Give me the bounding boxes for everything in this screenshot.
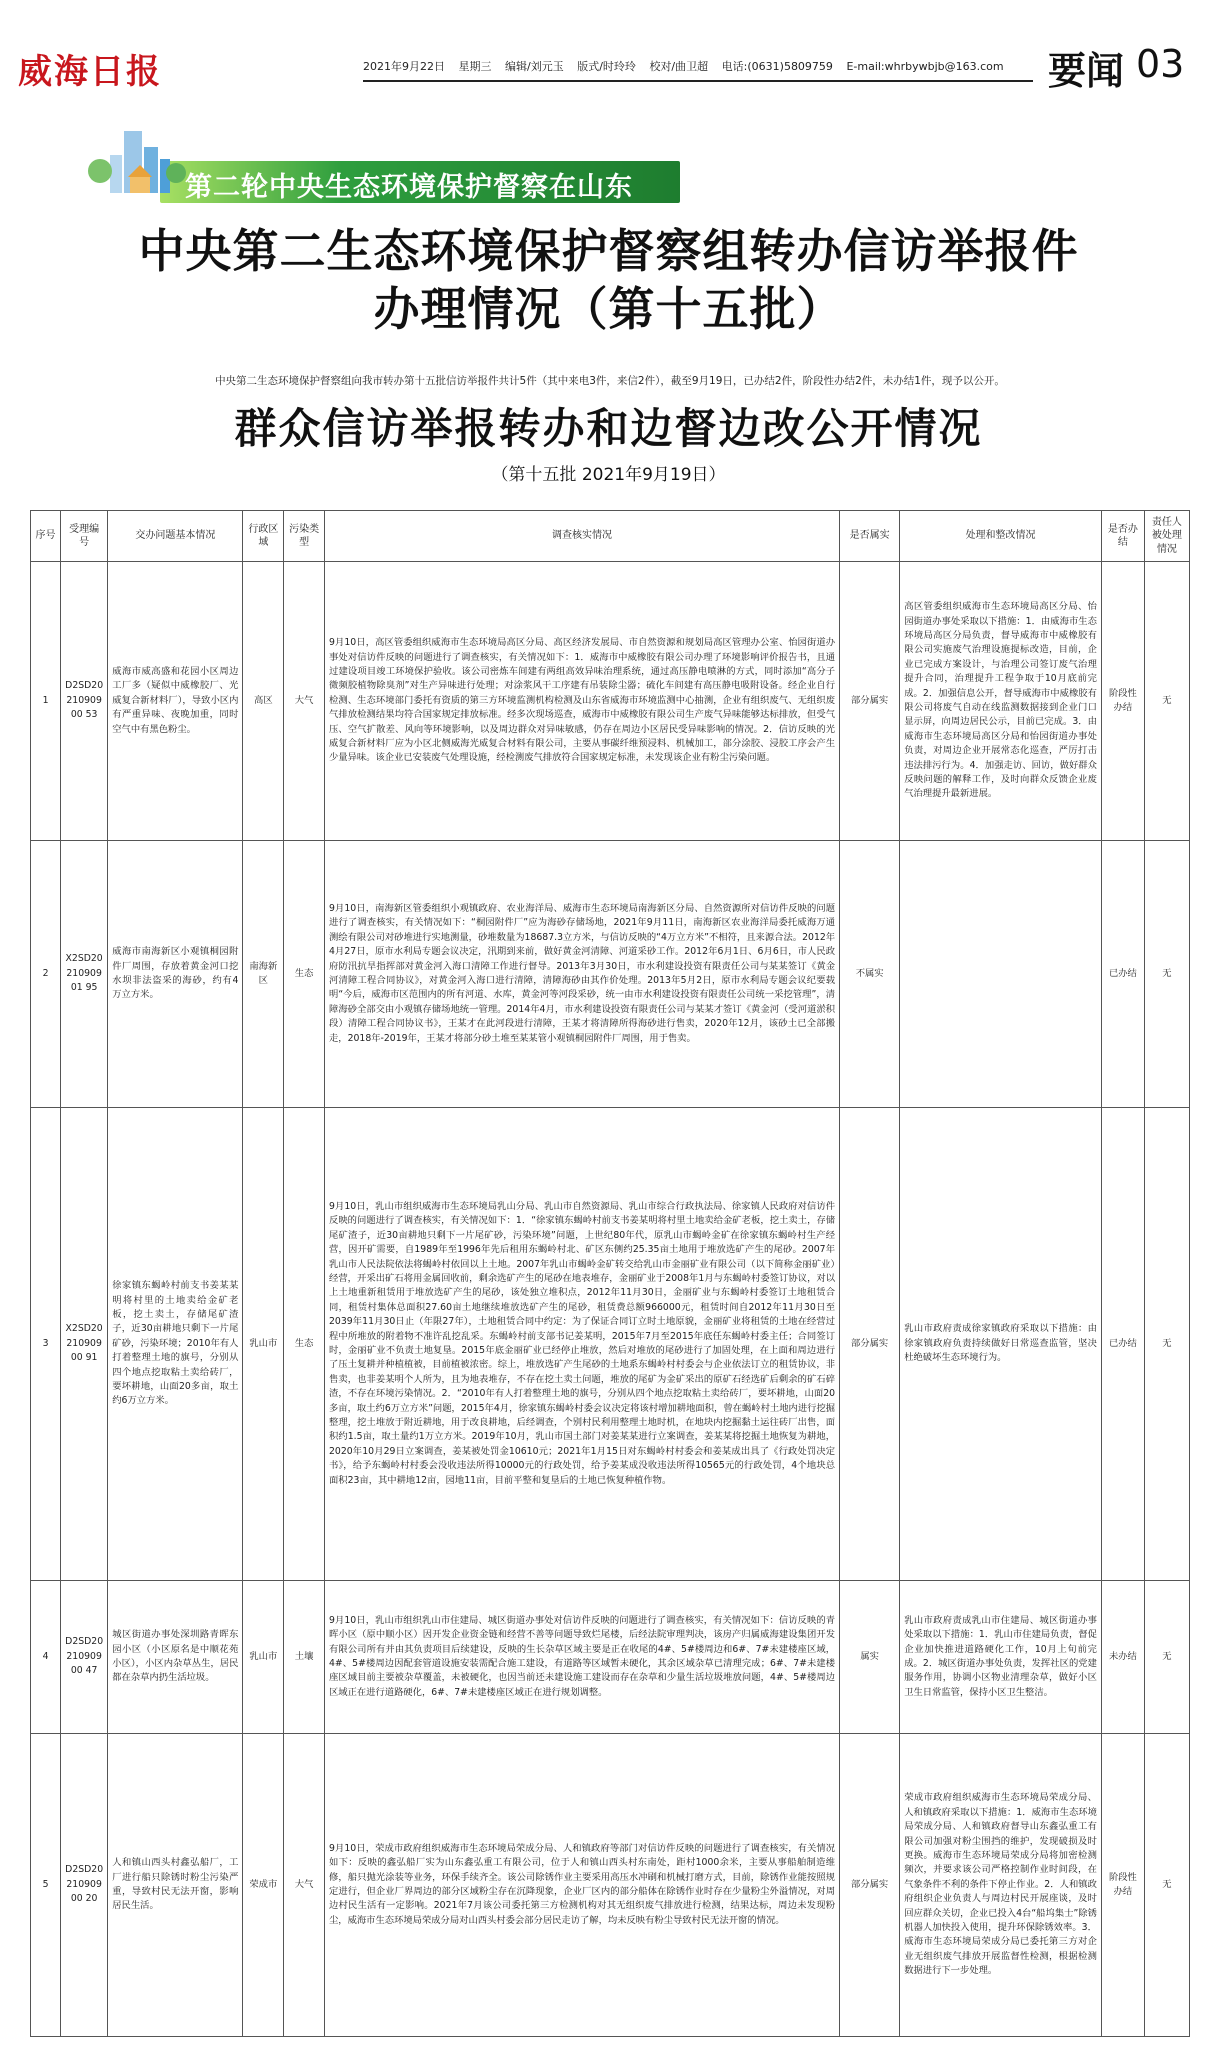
row-verified: 属实 bbox=[840, 1581, 900, 1734]
row-code: D2SD2021090900 53 bbox=[61, 562, 108, 841]
row-accountability: 无 bbox=[1144, 562, 1189, 841]
row-closed: 未办结 bbox=[1101, 1581, 1144, 1734]
row-region: 南海新区 bbox=[243, 841, 284, 1108]
row-closed: 已办结 bbox=[1101, 1108, 1144, 1581]
row-pollution: 大气 bbox=[284, 562, 325, 841]
row-handling: 乳山市政府责成乳山市住建局、城区街道办事处采取以下措施：1．乳山市住建局负责，督促企业加快推进道路硬化工作，10月上旬前完成。2．城区街道办事处负责，发挥社区的党建服务作用，协调小区物业清理杂草，做好小区卫生日常监管，保持小区卫生整洁。 bbox=[900, 1581, 1102, 1734]
table-row bbox=[31, 1581, 1190, 1734]
row-accountability: 无 bbox=[1144, 1734, 1189, 2037]
table-row bbox=[31, 841, 1190, 1108]
row-verified: 部分属实 bbox=[840, 1108, 900, 1581]
main-headline bbox=[0, 222, 1217, 338]
issue-date: 2021年9月22日 bbox=[363, 60, 445, 73]
row-accountability: 无 bbox=[1144, 841, 1189, 1108]
header-verified: 是否属实 bbox=[840, 511, 900, 562]
row-handling: 荣成市政府组织威海市生态环境局荣成分局、人和镇政府采取以下措施：1．威海市生态环境局荣成分局、人和镇政府督导山东鑫弘重工有限公司加强对粉尘围挡的维护，发现破损及时更换。威海市生态环境局荣成分局将加密检测频次，并要求该公司严格控制作业时间段，在气象条件不利的条件下停止作业。2．人和镇政府组织企业负责人与周边村民开展座谈，及时回应群众关切，企业已投入4台“船坞集士”除锈机器人加快投入使用，提升环保除锈效率。3．威海市生态环境局荣成分局已委托第三方对企业无组织废气排放开展监督性检测，根据检测数据进行下一步处理。 bbox=[900, 1734, 1102, 2037]
row-issue: 威海市威高盛和花园小区周边工厂多（疑似中威橡胶厂、光威复合新材料厂），导致小区内有严重异味、夜晚加重，同时空气中有黑色粉尘。 bbox=[108, 562, 243, 841]
row-verified: 部分属实 bbox=[840, 562, 900, 841]
header-region: 行政区域 bbox=[243, 511, 284, 562]
sub-headline: 群众信访举报转办和边督边改公开情况 bbox=[234, 404, 983, 453]
header-handling: 处理和整改情况 bbox=[900, 511, 1102, 562]
section-name: 要闻 bbox=[1048, 49, 1125, 93]
row-index: 4 bbox=[31, 1581, 61, 1734]
row-pollution: 大气 bbox=[284, 1734, 325, 2037]
row-issue: 威海市南海新区小观镇桐园附件厂周围，存放着黄金河口挖水坝非法盗采的海砂，约有4万立方米。 bbox=[108, 841, 243, 1108]
row-accountability: 无 bbox=[1144, 1108, 1189, 1581]
row-handling: 乳山市政府责成徐家镇政府采取以下措施：由徐家镇政府负责持续做好日常巡查监管，坚决杜绝破坏生态环境行为。 bbox=[900, 1108, 1102, 1581]
row-issue: 徐家镇东蝎岭村前支书姜某某明将村里的土地卖给金矿老板，挖土卖土，存储尾矿渣子，近30亩耕地只剩下一片尾矿砂，污染环境；2010年有人打着整理土地的旗号，分别从四个地点挖取粘土卖给砖厂，要坏耕地，山面20多亩，取土约6万立方米。 bbox=[108, 1108, 243, 1581]
table-row bbox=[31, 1734, 1190, 2037]
headline-line-1: 中央第二生态环境保护督察组转办信访举报件 bbox=[138, 224, 1079, 278]
issue-info-line bbox=[363, 58, 1033, 82]
row-code: D2SD2021090900 20 bbox=[61, 1734, 108, 2037]
header-accountability: 责任人被处理情况 bbox=[1144, 511, 1189, 562]
row-region: 乳山市 bbox=[243, 1108, 284, 1581]
masthead bbox=[18, 40, 1198, 100]
row-investigation: 9月10日，南海新区管委组织小观镇政府、农业海洋局、威海市生态环境局南海新区分局、自然资源所对信访件反映的问题进行了调查核实，有关情况如下：“桐园附件厂”应为海砂存储场地，2021年9月11日，南海新区农业海洋局委托威海万通测绘有限公司对砂堆进行实地测量，砂堆数量为18687.3立方米，与信访反映的“4万立方米”不相符，且来源合法。2012年4月27日，原市水利局专题会议决定，汛期到来前，做好黄金河清障、河道采砂工作。2012年6月1日、6月6日，市人民政府防汛抗旱指挥部对黄金河入海口清障工作进行督导。2013年3月30日，市水利建设投资有限责任公司与某某签订《黄金河清障工程合同协议》，对黄金河入海口进行清障，清障海砂由其作价处理。2013年5月2日，原市水利局专题会议纪要载明“今后，威海市区范围内的所有河道、水库，黄金河等河段采砂，统一由市水利建设投资有限责任公司统一采挖管理”，清障海砂全部交由小观镇存储场地统一管理。2014年4月，市水利建设投资有限责任公司与某某才签订《黄金河（受河道淤积段）清障工程合同协议书》，王某才在此河段进行清障，王某才将清障所得海砂进行售卖，2020年12月，该砂土已全部搬走，2018年-2019年，王某才将部分砂土堆至某某管小观镇桐园附件厂周围，用于售卖。 bbox=[324, 841, 839, 1108]
newspaper-logo: 威海日报 bbox=[18, 52, 162, 92]
proofreader-credit: 校对/曲卫超 bbox=[649, 60, 709, 73]
page-number: 03 bbox=[1136, 42, 1185, 86]
row-investigation: 9月10日，乳山市组织乳山市住建局、城区街道办事处对信访件反映的问题进行了调查核实，有关情况如下：信访反映的青晖小区（原中顺小区）因开发企业资金链和经营不善等问题导致烂尾楼，后经法院审理判决，该房产归属威海建设集团开发有限公司所有并由其负责项目后续建设，反映的生长杂草区域主要是正在收尾的4#、5#楼周边和6#、7#未建楼座区域，4#、5#楼周边因配套管道设施安装需配合施工建设，有道路等区域暂未硬化，其余区域杂草已清理完成；6#、7#未建楼座区域目前主要被杂草覆盖，未被硬化，也因当前还未建设施工建设而存在杂草和少量生活垃圾堆放问题，4#、5#楼周边区域正在进行道路硬化，6#、7#未建楼座区域正在进行规划调整。 bbox=[324, 1581, 839, 1734]
editor-credit: 编辑/刘元玉 bbox=[505, 60, 564, 73]
row-code: X2SD2021090901 95 bbox=[61, 841, 108, 1108]
row-pollution: 土壤 bbox=[284, 1581, 325, 1734]
row-issue: 人和镇山西头村鑫弘船厂，工厂进行船只除锈时粉尘污染严重，导致村民无法开窗，影响居民生活。 bbox=[108, 1734, 243, 2037]
header-code: 受理编号 bbox=[61, 511, 108, 562]
header-index: 序号 bbox=[31, 511, 61, 562]
header-investigation: 调查核实情况 bbox=[324, 511, 839, 562]
contact-email: E-mail:whrbywbjb@163.com bbox=[846, 60, 1004, 73]
row-index: 2 bbox=[31, 841, 61, 1108]
topic-banner bbox=[40, 125, 680, 203]
header-issue: 交办问题基本情况 bbox=[108, 511, 243, 562]
row-index: 5 bbox=[31, 1734, 61, 2037]
row-closed: 已办结 bbox=[1101, 841, 1144, 1108]
row-index: 1 bbox=[31, 562, 61, 841]
headline-line-2: 办理情况（第十五批） bbox=[373, 282, 844, 336]
row-investigation: 9月10日，荣成市政府组织威海市生态环境局荣成分局、人和镇政府等部门对信访件反映的问题进行了调查核实，有关情况如下：反映的鑫弘船厂实为山东鑫弘重工有限公司，位于人和镇山西头村东南处，距村1000余米，主要从事船舶制造维修，船只抛光涂装等业务，环保手续齐全。该公司除锈作业主要采用高压水冲刷和机械打磨方式，目前，除锈作业能按照规定进行，但企业厂界周边的部分区域粉尘存在沉降现象，企业厂区内的部分船体在除锈作业时存在少量粉尘外溢情况，对周边村民生活有一定影响。2021年7月该公司委托第三方检测机构对其无组织废气排放进行检测，结果达标，周边未发现粉尘，威海市生态环境局荣成分局对山西头村委会部分居民走访了解，均未反映有粉尘导致村民无法开窗的情况。 bbox=[324, 1734, 839, 2037]
table-row bbox=[31, 562, 1190, 841]
row-pollution: 生态 bbox=[284, 1108, 325, 1581]
layout-credit: 版式/时玲玲 bbox=[577, 60, 636, 73]
row-region: 乳山市 bbox=[243, 1581, 284, 1734]
row-investigation: 9月10日，高区管委组织威海市生态环境局高区分局、高区经济发展局、市自然资源和规划局高区管理办公室、怡园街道办事处对信访件反映的问题进行了调查核实，有关情况如下：1．威海市中威橡胶有限公司办理了环境影响评价报告书，且通过建设项目竣工环境保护验收。该公司密炼车间建有两组高效异味治理系统，通过高压静电喷淋的方式，同时添加“高分子微频胶植物除臭剂”对生产异味进行处理；对涂浆风干工序建有吊装除尘器；硫化车间建有高压静电吸附设备。经企业自行检测、生态环境部门委托有资质的第三方环境监测机构检测及山东省威海市环境监测中心抽测，企业有组织废气、无组织废气排放检测结果均符合国家规定排放标准。经多次现场巡查，威海市中威橡胶有限公司生产废气异味能够达标排放，但受气压、空气扩散差、风向等环境影响，以及周边群众对异味敏感，仍存在周边小区居民受异味影响的情况。2．信访反映的光威复合新材料厂应为小区北侧威海光威复合材料有限公司，主要从事碳纤维预浸料、机械加工，部分涂胶、浸胶工序会产生少量异味。该企业已安装废气处理设施，经检测废气排放符合国家规定标准，未发现该企业有粉尘污染问题。 bbox=[324, 562, 839, 841]
table-row bbox=[31, 1108, 1190, 1581]
lead-paragraph: 中央第二生态环境保护督察组向我市转办第十五批信访举报件共计5件（其中来电3件，来信2件），截至9月19日，已办结2件，阶段性办结2件，未办结1件，现予以公开。 bbox=[215, 375, 1005, 387]
row-verified: 部分属实 bbox=[840, 1734, 900, 2037]
row-accountability: 无 bbox=[1144, 1581, 1189, 1734]
row-handling bbox=[900, 841, 1102, 1108]
row-region: 高区 bbox=[243, 562, 284, 841]
row-region: 荣成市 bbox=[243, 1734, 284, 2037]
header-closed: 是否办结 bbox=[1101, 511, 1144, 562]
row-handling: 高区管委组织威海市生态环境局高区分局、怡园街道办事处采取以下措施：1．由威海市生态环境局高区分局负责，督导威海市中威橡胶有限公司实施废气治理设施提标改造，目前，企业已完成方案设计，与治理公司签订废气治理提升合同，治理提升工程争取于10月底前完成。2．加强信息公开，督导威海市中威橡胶有限公司将废气自动在线监测数据接到企业门口显示屏，向周边居民公示，目前已完成。3．由威海市生态环境局高区分局和怡园街道办事处负责，对周边企业开展常态化巡查，严厉打击违法排污行为。4．加强走访、回访，做好群众反映问题的解释工作，及时向群众反馈企业废气治理提升最新进展。 bbox=[900, 562, 1102, 841]
row-issue: 城区街道办事处深圳路青晖东园小区（小区原名是中顺花苑小区），小区内杂草丛生，居民都在杂草内扔生活垃圾。 bbox=[108, 1581, 243, 1734]
row-investigation: 9月10日，乳山市组织威海市生态环境局乳山分局、乳山市自然资源局、乳山市综合行政执法局、徐家镇人民政府对信访件反映的问题进行了调查核实，有关情况如下：1．“徐家镇东蝎岭村前支书姜某明将村里土地卖给金矿老板，挖土卖土，存储尾矿渣子，近30亩耕地只剩下一片尾矿砂，污染环境”问题，上世纪80年代，原乳山市蝎岭金矿在徐家镇东蝎岭村生产经营，因开矿需要，自1989年至1996年先后租用东蝎岭村北、矿区东侧约25.35亩土地用于堆放选矿产生的尾砂。2007年乳山市人民法院依法将蝎岭村依回以上土地。2007年乳山市蝎岭金矿转交给乳山市金丽矿业有限公司（以下简称金丽矿业）经营，开采出矿石将用金属回收前，剩余选矿产生的尾砂在地表堆存，金丽矿业于2008年1月与东蝎岭村委签订协议，对以上土地重新租赁用于堆放选矿产生的尾砂，该处独立堆积点，2012年11月30日，金丽矿业与东蝎岭村委签订土地租赁合同，租赁村集体总面积27.60亩土地继续堆放选矿产生的尾砂，租赁费总额966000元，租赁时间自2012年11月30日至2039年11月30日止（年限27年），土地租赁合同中约定：为了保证合同订立时土地原貌，金丽矿业将租赁的土地在经营过程中所堆放的附着物不准许乱挖乱采。东蝎岭村前支部书记姜某明，2015年7月至2015年底任东蝎岭村委主任；合同签订时，金丽矿业不负责土地复垦。2015年底金丽矿业已经停止堆放，然后对堆放的尾砂进行了加固处理，在上面和周边进行了压土复耕并种植植被，目前植被浓密。综上，堆放选矿产生尾砂的土地系东蝎岭村村委会与企业依法订立的租赁协议，非售卖，也非姜某明个人所为，且为地表堆存，不存在挖土卖土问题，堆放的尾矿为金矿采出的原矿石经选矿后剩余的矿石碎渣，不存在环境污染情况。2．“2010年有人打着整理土地的旗号，分别从四个地点挖取粘土卖给砖厂，要坏耕地，山面20多亩，取土约6万立方米”问题，2015年4月，徐家镇东蝎岭村委会议决定将该村增加耕地面积，曾在蝎岭村土地内进行挖掘整理，挖土堆放于附近耕地，用于改良耕地，后经调查，个别村民利用整理土地时机，在地块内挖掘黏土运往砖厂出售，面积约1.5亩，取土量约1万立方米。2019年10月，乳山市国土部门对姜某某进行立案调查，姜某某将挖掘土地恢复为耕地，2020年10月29日立案调查，姜某被处罚金10610元；2021年1月15日对东蝎岭村村委会和姜某成出具了《行政处罚决定书》，给予东蝎岭村村委会没收违法所得10000元的行政处罚，给予姜某成没收违法所得10565元的行政处罚，4个地块总面积23亩，其中耕地12亩，园地11亩，目前平整和复垦后的土地已恢复种植作物。 bbox=[324, 1108, 839, 1581]
row-index: 3 bbox=[31, 1108, 61, 1581]
banner-title: 第二轮中央生态环境保护督察在山东 bbox=[185, 172, 633, 203]
table-header-row bbox=[31, 511, 1190, 562]
header-pollution: 污染类型 bbox=[284, 511, 325, 562]
row-code: D2SD2021090900 47 bbox=[61, 1581, 108, 1734]
petition-table bbox=[30, 510, 1190, 2037]
row-closed: 阶段性办结 bbox=[1101, 562, 1144, 841]
row-verified: 不属实 bbox=[840, 841, 900, 1108]
issue-weekday: 星期三 bbox=[458, 60, 492, 73]
row-pollution: 生态 bbox=[284, 841, 325, 1108]
row-closed: 阶段性办结 bbox=[1101, 1734, 1144, 2037]
row-code: X2SD2021090900 91 bbox=[61, 1108, 108, 1581]
batch-date: （第十五批 2021年9月19日） bbox=[491, 465, 726, 485]
contact-phone: 电话:(0631)5809759 bbox=[721, 60, 833, 73]
